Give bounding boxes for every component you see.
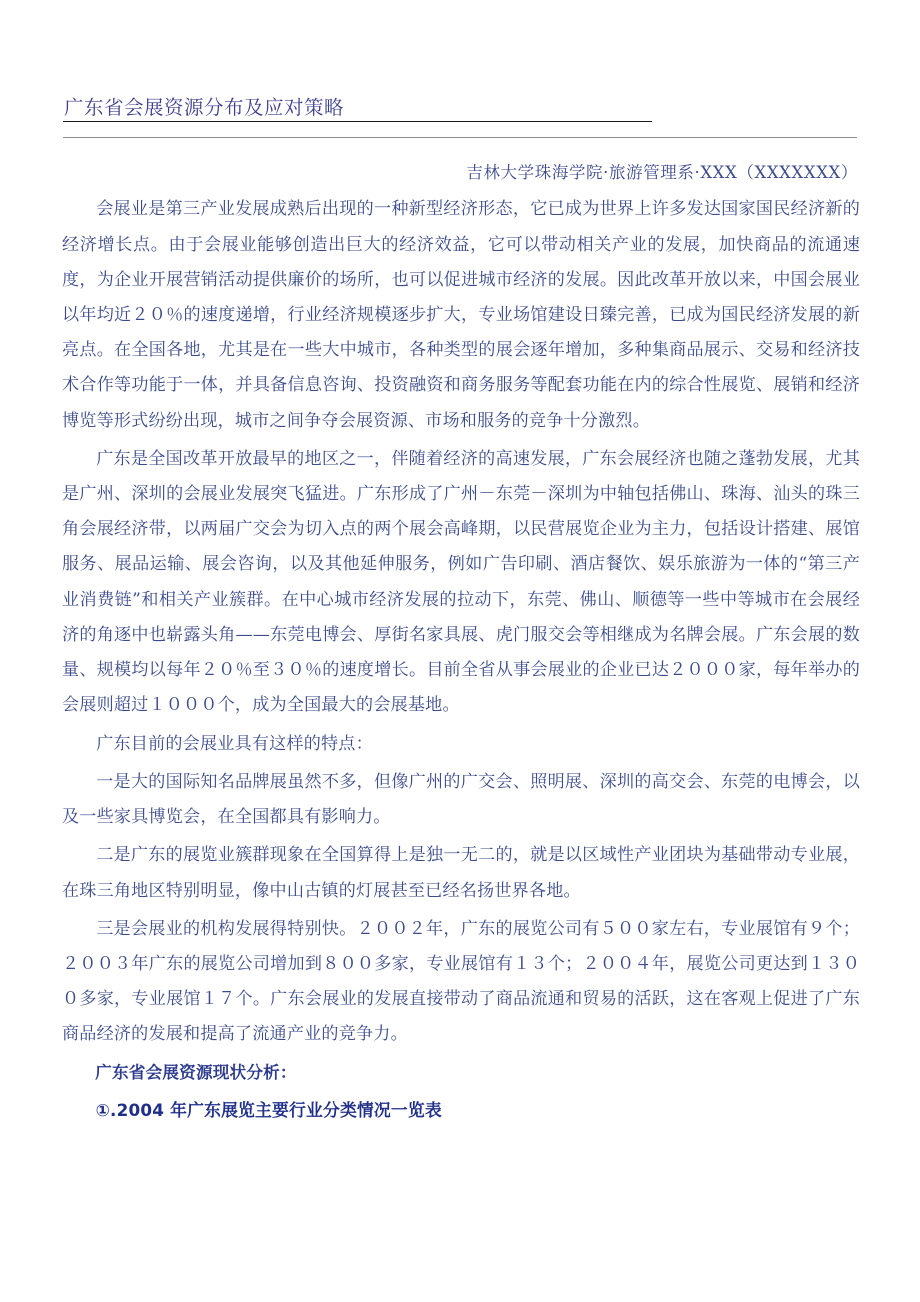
document-body [62,160,860,1129]
header-rule-dark [63,121,652,122]
byline: 吉林大学珠海学院·旅游管理系·XXX（XXXXXXX） [466,163,858,182]
paragraph-4: 一是大的国际知名品牌展虽然不多，但像广州的广交会、照明展、深圳的高交会、东莞的电博会，以及一些家具博览会，在全国都具有影响力。 [62,771,860,828]
paragraph-6: 三是会展业的机构发展得特别快。２００２年，广东的展览公司有５００家左右，专业展馆有９个；２００３年广东的展览公司增加到８００多家，专业展馆有１３个；２００４年，展览公司更达到１３００多家，专业展馆１７个。广东会展业的发展直接带动了商品流通和贸易的活跃，这在客观上促进了广东商品经济的发展和提高了流通产业的竞争力。 [62,918,860,1045]
section-heading: 广东省会展资源现状分析： [95,1062,297,1082]
paragraph-3: 广东目前的会展业具有这样的特点： [96,733,373,754]
sub-heading-table-caption: ①.2004 年广东展览主要行业分类情况一览表 [95,1099,442,1120]
paragraph-2: 广东是全国改革开放最早的地区之一，伴随着经济的高速发展，广东会展经济也随之蓬勃发展，尤其是广州、深圳的会展业发展突飞猛进。广东形成了广州－东莞－深圳为中轴包括佛山、珠海、汕头的珠三角会展经济带，以两届广交会为切入点的两个展会高峰期，以民营展览企业为主力，包括设计搭建、展馆服务、展品运输、展会咨询，以及其他延伸服务，例如广告印刷、酒店餐饮、娱乐旅游为一体的“第三产业消费链”和相关产业簇群。在中心城市经济发展的拉动下，东莞、佛山、顺德等一些中等城市在会展经济的角逐中也崭露头角——东莞电博会、厚街名家具展、虎门服交会等相继成为名牌会展。广东会展的数量、规模均以每年２０％至３０％的速度增长。目前全省从事会展业的企业已达２０００家，每年举办的会展则超过１０００个，成为全国最大的会展基地。 [62,448,860,716]
running-title: 广东省会展资源分布及应对策略 [64,96,345,119]
header-rule-light [63,137,857,138]
paragraph-5: 二是广东的展览业簇群现象在全国算得上是独一无二的，就是以区域性产业团块为基础带动专业展，在珠三角地区特别明显，像中山古镇的灯展甚至已经名扬世界各地。 [62,845,860,901]
page-header [0,0,920,150]
paragraph-1: 会展业是第三产业发展成熟后出现的一种新型经济形态，它已成为世界上许多发达国家国民经济新的经济增长点。由于会展业能够创造出巨大的经济效益，它可以带动相关产业的发展，加快商品的流通速度，为企业开展营销活动提供廉价的场所，也可以促进城市经济的发展。因此改革开放以来，中国会展业以年均近２０％的速度递增，行业经济规模逐步扩大，专业场馆建设日臻完善，已成为国民经济发展的新亮点。在全国各地，尤其是在一些大中城市，各种类型的展会逐年增加，多种集商品展示、交易和经济技术合作等功能于一体，并具备信息咨询、投资融资和商务服务等配套功能在内的综合性展览、展销和经济博览等形式纷纷出现，城市之间争夺会展资源、市场和服务的竞争十分激烈。 [62,199,860,431]
